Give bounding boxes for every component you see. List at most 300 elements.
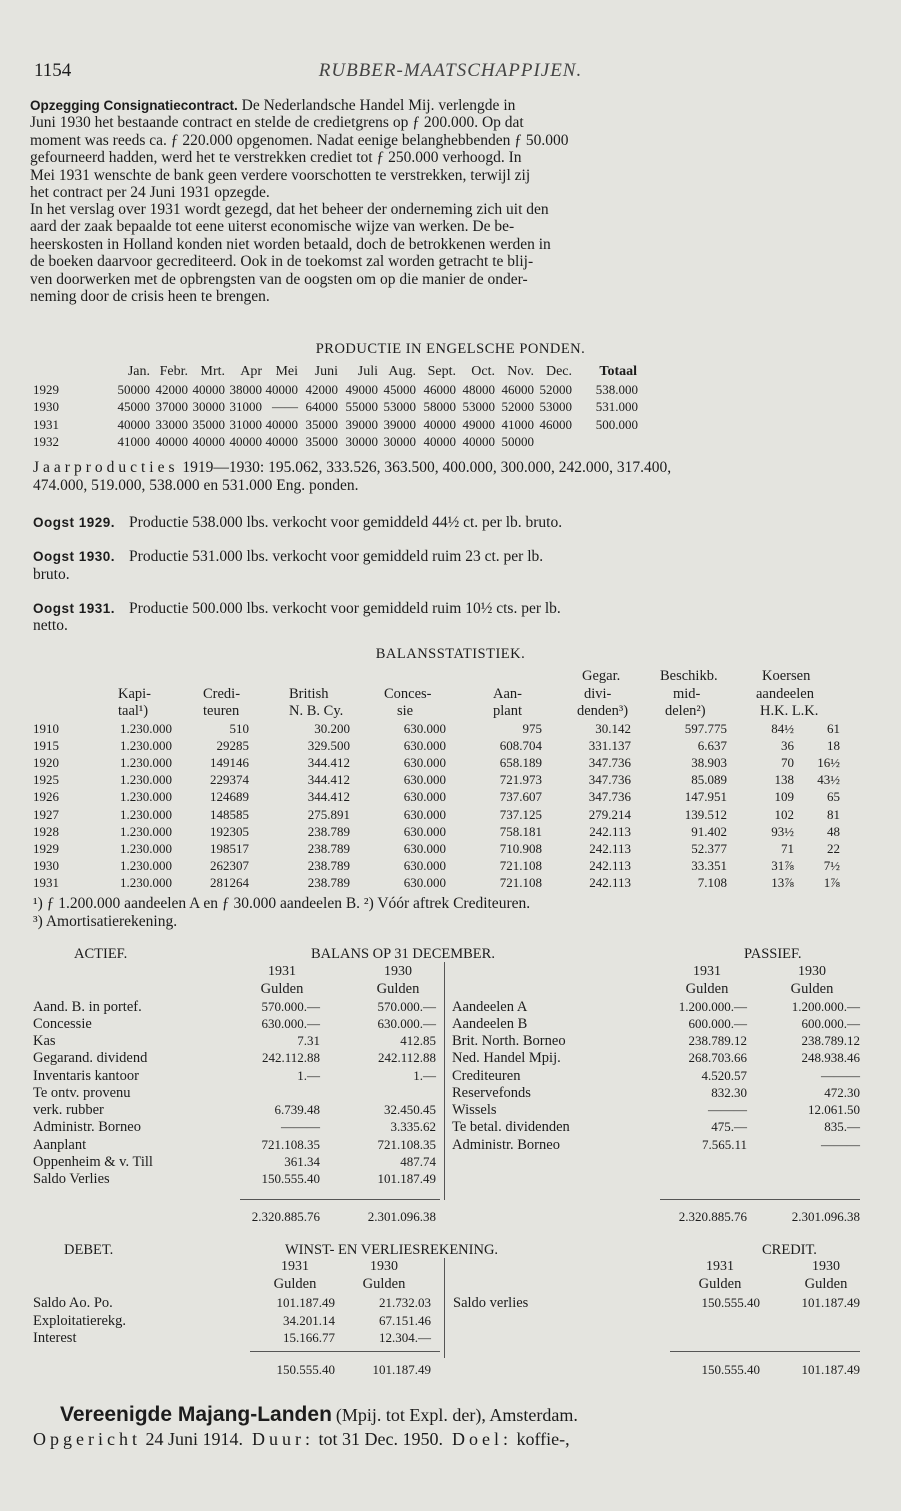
debet-label: Exploitatierekg. [33, 1313, 127, 1329]
production-total: 500.000 [595, 416, 638, 432]
debet-label: Saldo Ao. Po. [33, 1295, 113, 1311]
actief-1930: 242.112.88 [377, 1050, 436, 1065]
production-cell: 40000 [423, 433, 456, 449]
production-cell: 46000 [539, 416, 572, 432]
unit-header: Gulden [685, 981, 729, 997]
oogst-text: Productie 538.000 lbs. verkocht voor gemiddeld 44½ ct. per lb. bruto. [129, 514, 563, 531]
production-cell: 52000 [501, 399, 534, 415]
actief-1930: 487.74 [400, 1154, 436, 1169]
col-header: Gegar. [582, 668, 621, 684]
year-cell: 1927 [33, 806, 59, 822]
year-cell: 1926 [33, 789, 59, 805]
oogst-1931 [33, 600, 561, 617]
actief-label: Oppenheim & v. Till [33, 1154, 153, 1170]
year-header: 1930 [384, 964, 412, 979]
concessie-cell: 630.000 [403, 857, 446, 873]
passief-label: Te betal. dividenden [452, 1119, 570, 1135]
production-cell: 40000 [117, 416, 150, 432]
production-cell: 40000 [462, 433, 495, 449]
ledger-divider [444, 1258, 445, 1358]
intro-line: gefourneerd hadden, werd het te verstrekken crediet tot ƒ 250.000 verhoogd. In [30, 149, 522, 167]
oogst-label: Oogst 1929. [33, 515, 116, 530]
debet-total: 150.555.40 [276, 1362, 335, 1377]
concessie-cell: 630.000 [403, 874, 446, 890]
passief-1930: 472.30 [824, 1085, 860, 1100]
col-header: Kapi- [118, 686, 152, 702]
crediteuren-cell: 198517 [210, 840, 249, 856]
passief-1931: 238.789.12 [688, 1033, 747, 1048]
year-cell: 1930 [33, 857, 59, 873]
production-cell: 42000 [155, 382, 188, 397]
gegar-cell: 30.142 [595, 721, 631, 736]
gegar-cell: 242.113 [589, 874, 631, 890]
british-cell: 344.412 [307, 789, 350, 805]
doel-value: koffie-, [516, 1429, 570, 1449]
passief-label: Aandeelen A [452, 999, 528, 1015]
actief-1930: 630.000.— [377, 1016, 436, 1031]
concessie-cell: 630.000 [403, 840, 446, 856]
production-cell: 35000 [305, 416, 338, 432]
year-header: 1930 [812, 1259, 840, 1274]
lk-cell: 81 [827, 806, 840, 822]
kapitaal-cell: 1.230.000 [120, 857, 172, 873]
aanplant-cell: 975 [522, 721, 542, 736]
year-cell: 1929 [33, 382, 59, 397]
actief-total: 2.301.096.38 [367, 1209, 436, 1224]
balans-stat-title: BALANSSTATISTIEK. [375, 646, 526, 662]
year-header: 1931 [268, 964, 296, 979]
unit-header: Gulden [376, 981, 420, 997]
oogst-label: Oogst 1930. [33, 549, 116, 564]
concessie-cell: 630.000 [403, 755, 446, 771]
total-rule [660, 1199, 860, 1200]
credit-total: 101.187.49 [801, 1362, 860, 1377]
actief-1931: 570.000.— [261, 999, 320, 1014]
aanplant-cell: 721.108 [499, 857, 542, 873]
production-total: 531.000 [595, 399, 638, 415]
beschikb-cell: 38.903 [691, 755, 727, 771]
production-cell: 49000 [345, 382, 378, 397]
year-header: 1930 [370, 1259, 398, 1274]
production-cell: 38000 [229, 382, 262, 397]
month-header: Jan. [127, 364, 150, 379]
passief-label: Aandeelen B [452, 1016, 528, 1032]
production-cell: 46000 [501, 382, 534, 397]
aanplant-cell: 737.125 [499, 806, 542, 822]
jaarproducties [33, 459, 671, 476]
passief-1931: 600.000.— [688, 1016, 747, 1031]
kapitaal-cell: 1.230.000 [120, 823, 172, 839]
kapitaal-cell: 1.230.000 [120, 789, 172, 805]
passief-label: Wissels [452, 1102, 497, 1118]
jaarproducties-line: 474.000, 519.000, 538.000 en 531.000 Eng. ponden. [33, 477, 359, 494]
actief-label: Aand. B. in portef. [33, 999, 142, 1015]
beschikb-cell: 91.402 [691, 823, 727, 839]
debet-1931: 101.187.49 [276, 1295, 335, 1310]
duur-label: Duur: [252, 1429, 314, 1449]
production-cell: 41000 [501, 416, 534, 432]
doel-label: Doel: [451, 1429, 512, 1449]
debet-total: 101.187.49 [372, 1362, 431, 1377]
year-header: 1931 [281, 1259, 309, 1274]
report-line: ven doorwerken met de opbrengsten van de oogsten om op die manier de onder- [30, 270, 528, 288]
passief-label: Ned. Handel Mpij. [452, 1050, 561, 1066]
total-rule [250, 1351, 440, 1352]
year-header: 1930 [798, 964, 826, 979]
unit-header: Gulden [260, 981, 304, 997]
beschikb-cell: 52.377 [691, 840, 727, 856]
month-header: Sept. [427, 364, 456, 379]
production-cell: 37000 [155, 399, 188, 415]
duur-value: tot 31 Dec. 1950. [318, 1429, 443, 1449]
year-cell: 1929 [33, 840, 59, 856]
beschikb-cell: 6.637 [697, 738, 727, 754]
col-header: Aan- [493, 686, 522, 702]
aanplant-cell: 658.189 [499, 755, 542, 771]
aanplant-cell: 721.973 [499, 772, 542, 788]
passief-1930: 1.200.000.— [791, 999, 860, 1014]
col-header: denden³) [577, 703, 629, 719]
production-cell: 55000 [345, 399, 378, 415]
year-cell: 1930 [33, 399, 59, 415]
col-header: aandeelen [756, 686, 814, 702]
concessie-cell: 630.000 [403, 772, 446, 788]
passief-1931: 268.703.66 [688, 1050, 747, 1065]
actief-label: Kas [33, 1033, 56, 1049]
hk-cell: 102 [774, 806, 794, 822]
intro-line: het contract per 24 Juni 1931 opzegde. [30, 184, 270, 202]
kapitaal-cell: 1.230.000 [120, 738, 172, 754]
production-cell: 39000 [383, 416, 416, 432]
debet-1930: 67.151.46 [379, 1313, 431, 1328]
production-cell: 40000 [265, 416, 298, 432]
passief-1930: 248.938.46 [801, 1050, 860, 1065]
beschikb-cell: 7.108 [697, 874, 727, 890]
production-cell: 42000 [305, 382, 338, 397]
lk-cell: 48 [827, 823, 840, 839]
aanplant-cell: 758.181 [499, 823, 542, 839]
col-header: taal¹) [118, 703, 149, 719]
production-cell: 58000 [423, 399, 456, 415]
intro-paragraph [30, 97, 568, 201]
total-rule [240, 1199, 440, 1200]
oogst-text: Productie 531.000 lbs. verkocht voor gemiddeld ruim 23 ct. per lb. [129, 548, 544, 565]
col-header: plant [493, 703, 522, 719]
footnote: ¹) ƒ 1.200.000 aandeelen A en ƒ 30.000 aandeelen B. ²) Vóór aftrek Crediteuren. [33, 895, 531, 912]
production-cell: 30000 [345, 433, 378, 449]
oogst-cont: bruto. [33, 566, 70, 583]
lk-cell: 65 [827, 789, 840, 805]
passief-1931: 4.520.57 [701, 1068, 747, 1083]
actief-1931: 6.739.48 [274, 1102, 320, 1117]
british-cell: 30.200 [314, 721, 350, 736]
oogst-label: Oogst 1931. [33, 601, 116, 616]
concessie-cell: 630.000 [403, 789, 446, 805]
passief-total: 2.301.096.38 [791, 1209, 860, 1224]
actief-label: Inventaris kantoor [33, 1068, 139, 1084]
report-line: In het verslag over 1931 wordt gezegd, dat het beheer der onderneming zich uit den [30, 201, 549, 218]
year-cell: 1931 [33, 416, 59, 432]
report-line: neming door de crisis heen te brengen. [30, 288, 270, 306]
beschikb-cell: 139.512 [684, 806, 727, 822]
actief-1931: 361.34 [284, 1154, 320, 1169]
aanplant-cell: 710.908 [499, 840, 542, 856]
production-cell: 49000 [462, 416, 495, 432]
production-cell: 41000 [117, 433, 150, 449]
lk-cell: 22 [827, 840, 840, 856]
passief-1931: 832.30 [711, 1085, 747, 1100]
production-cell: 35000 [305, 433, 338, 449]
debet-1930: 21.732.03 [379, 1295, 431, 1310]
passief-1930: 12.061.50 [808, 1102, 860, 1117]
passief-title: PASSIEF. [744, 946, 802, 962]
actief-1931: 1.— [297, 1068, 320, 1083]
col-header: Conces- [384, 686, 432, 702]
hk-cell: 36 [781, 738, 794, 754]
actief-label: Saldo Verlies [33, 1171, 110, 1187]
production-cell: 52000 [539, 382, 572, 397]
credit-1931: 150.555.40 [701, 1295, 760, 1310]
intro-line: Mei 1931 wenschte de bank geen verdere voorschotten te verstrekken, terwijl zij [30, 166, 531, 184]
production-cell: 50000 [117, 382, 150, 397]
passief-1931: 7.565.11 [701, 1137, 747, 1152]
production-cell: 64000 [305, 399, 338, 415]
passief-1930: 600.000.— [801, 1016, 860, 1031]
report-line: aard der zaak bepaalde tot eene uiterst economische wijze van werken. De be- [30, 218, 515, 236]
passief-1931: 475.— [711, 1119, 747, 1134]
passief-label: Brit. North. Borneo [452, 1033, 566, 1049]
british-cell: 238.789 [307, 823, 350, 839]
col-header: N. B. Cy. [289, 703, 344, 719]
crediteuren-cell: 510 [229, 721, 249, 736]
gegar-cell: 242.113 [589, 840, 631, 856]
actief-label: Gegarand. dividend [33, 1050, 148, 1066]
month-header: Apr [240, 364, 262, 379]
actief-1931: ——— [281, 1119, 320, 1134]
concessie-cell: 630.000 [403, 721, 446, 736]
actief-1931: 721.108.35 [261, 1137, 320, 1152]
actief-label: Aanplant [33, 1137, 87, 1153]
actief-1930: 412.85 [400, 1033, 436, 1048]
gegar-cell: 331.137 [588, 738, 631, 754]
opgericht-value: 24 Juni 1914. [145, 1429, 243, 1449]
credit-label: Saldo verlies [453, 1295, 529, 1311]
concessie-cell: 630.000 [403, 823, 446, 839]
intro-line: De Nederlandsche Handel Mij. verlengde in [241, 97, 516, 114]
concessie-cell: 630.000 [403, 738, 446, 754]
lk-cell: 61 [827, 721, 840, 736]
oogst-1929 [33, 514, 562, 531]
beschikb-cell: 85.089 [691, 772, 727, 788]
ledger-divider [444, 962, 445, 1200]
production-cell: 31000 [229, 399, 262, 415]
col-header: Credi- [203, 686, 241, 702]
crediteuren-cell: 124689 [210, 789, 249, 805]
gegar-cell: 242.113 [589, 823, 631, 839]
actief-1930: 3.335.62 [390, 1119, 436, 1134]
col-header: divi- [584, 686, 612, 702]
gegar-cell: 347.736 [588, 755, 631, 771]
beschikb-cell: 33.351 [691, 857, 727, 873]
actief-label: verk. rubber [33, 1102, 104, 1118]
oogst-cont: netto. [33, 617, 68, 634]
production-cell: 40000 [265, 433, 298, 449]
credit-total: 150.555.40 [701, 1362, 760, 1377]
passief-1931: ——— [708, 1102, 747, 1117]
kapitaal-cell: 1.230.000 [120, 772, 172, 788]
debet-label: Interest [33, 1330, 77, 1346]
running-title: RUBBER-MAATSCHAPPIJEN. [318, 60, 583, 81]
col-header: H.K. L.K. [760, 703, 819, 719]
year-cell: 1910 [33, 721, 59, 736]
company-location: (Mpij. tot Expl. der), Amsterdam. [335, 1405, 578, 1425]
actief-1931: 242.112.88 [261, 1050, 320, 1065]
concessie-cell: 630.000 [403, 806, 446, 822]
actief-1930: 101.187.49 [377, 1171, 436, 1186]
actief-1930: 1.— [413, 1068, 436, 1083]
actief-total: 2.320.885.76 [251, 1209, 320, 1224]
actief-1930: 570.000.— [377, 999, 436, 1014]
actief-1931: 7.31 [297, 1033, 320, 1048]
month-header: Oct. [471, 364, 495, 379]
passief-label: Crediteuren [452, 1068, 521, 1084]
production-title: PRODUCTIE IN ENGELSCHE PONDEN. [315, 341, 586, 357]
credit-1930: 101.187.49 [801, 1295, 860, 1310]
production-cell: 35000 [192, 416, 225, 432]
production-cell: 48000 [462, 382, 495, 397]
kapitaal-cell: 1.230.000 [120, 755, 172, 771]
aanplant-cell: 737.607 [499, 789, 542, 805]
hk-cell: 109 [774, 789, 794, 805]
production-total: 538.000 [595, 382, 638, 397]
crediteuren-cell: 29285 [216, 738, 249, 754]
month-header: Mrt. [200, 364, 225, 379]
production-cell: —— [272, 399, 298, 415]
british-cell: 344.412 [307, 772, 350, 788]
british-cell: 238.789 [307, 874, 350, 890]
intro-line: moment was reeds ca. ƒ 220.000 opgenomen. Nadat eenige belanghebbenden ƒ 50.000 [30, 131, 569, 149]
gegar-cell: 242.113 [589, 857, 631, 873]
month-header: Dec. [545, 364, 572, 379]
page-number: 1154 [34, 60, 72, 81]
passief-1930: ——— [821, 1068, 860, 1083]
year-cell: 1920 [33, 755, 59, 771]
hk-cell: 138 [774, 772, 794, 788]
col-header: delen²) [665, 703, 706, 719]
hk-cell: 31⅞ [771, 857, 794, 873]
production-cell: 45000 [117, 399, 150, 415]
month-header: Nov. [507, 364, 534, 379]
hk-cell: 84½ [771, 721, 794, 736]
actief-label: Administr. Borneo [33, 1119, 141, 1135]
production-cell: 33000 [155, 416, 188, 432]
production-cell: 40000 [192, 433, 225, 449]
production-cell: 46000 [423, 382, 456, 397]
year-cell: 1925 [33, 772, 59, 788]
lk-cell: 1⅞ [823, 874, 840, 890]
aanplant-cell: 721.108 [499, 874, 542, 890]
british-cell: 238.789 [307, 840, 350, 856]
lk-cell: 16½ [817, 755, 840, 771]
report-line: heerskosten in Holland konden niet worden betaald, doch de betrokkenen werden in [30, 235, 551, 253]
oogst-1930 [33, 548, 543, 565]
kapitaal-cell: 1.230.000 [120, 806, 172, 822]
unit-header: Gulden [362, 1276, 406, 1292]
intro-lead: Opzegging Consignatiecontract. [30, 98, 238, 113]
crediteuren-cell: 262307 [210, 857, 249, 873]
beschikb-cell: 147.951 [684, 789, 727, 805]
opgericht-label: Opgericht [33, 1429, 141, 1449]
intro-line: Juni 1930 het bestaande contract en stelde de credietgrens op ƒ 200.000. Op dat [30, 114, 524, 132]
beschikb-cell: 597.775 [684, 721, 727, 736]
production-cell: 40000 [423, 416, 456, 432]
crediteuren-cell: 281264 [210, 874, 249, 890]
production-cell: 40000 [192, 382, 225, 397]
debet-1931: 34.201.14 [283, 1313, 335, 1328]
production-cell: 40000 [265, 382, 298, 397]
balans-title: BALANS OP 31 DECEMBER. [311, 946, 495, 962]
gegar-cell: 347.736 [588, 772, 631, 788]
unit-header: Gulden [698, 1276, 742, 1292]
gegar-cell: 279.214 [588, 806, 631, 822]
crediteuren-cell: 192305 [210, 823, 249, 839]
production-cell: 53000 [383, 399, 416, 415]
actief-1930: 721.108.35 [377, 1137, 436, 1152]
gegar-cell: 347.736 [588, 789, 631, 805]
kapitaal-cell: 1.230.000 [120, 874, 172, 890]
year-header: 1931 [706, 1259, 734, 1274]
kapitaal-cell: 1.230.000 [120, 721, 172, 736]
unit-header: Gulden [790, 981, 834, 997]
unit-header: Gulden [273, 1276, 317, 1292]
production-cell: 53000 [462, 399, 495, 415]
debet-1931: 15.166.77 [283, 1330, 335, 1345]
total-rule [670, 1351, 860, 1352]
british-cell: 275.891 [307, 806, 350, 822]
production-cell: 30000 [383, 433, 416, 449]
lk-cell: 18 [827, 738, 840, 754]
winst-title: WINST- EN VERLIESREKENING. [285, 1242, 499, 1258]
production-cell: 45000 [383, 382, 416, 397]
passief-1931: 1.200.000.— [678, 999, 747, 1014]
col-header: mid- [673, 686, 701, 702]
col-header: British [289, 686, 329, 702]
hk-cell: 13⅞ [771, 874, 794, 890]
year-cell: 1915 [33, 738, 59, 754]
passief-label: Reservefonds [452, 1085, 531, 1101]
year-cell: 1928 [33, 823, 59, 839]
month-header: Aug. [388, 364, 416, 379]
actief-1931: 630.000.— [261, 1016, 320, 1031]
british-cell: 238.789 [307, 857, 350, 873]
footnote: ³) Amortisatierekening. [33, 913, 178, 930]
production-cell: 40000 [155, 433, 188, 449]
passief-1930: ——— [821, 1137, 860, 1152]
lk-cell: 43½ [817, 772, 840, 788]
actief-label: Concessie [33, 1016, 92, 1032]
total-header: Totaal [599, 364, 637, 379]
production-cell: 39000 [345, 416, 378, 432]
month-header: Febr. [159, 364, 188, 379]
month-header: Juli [357, 364, 378, 379]
year-cell: 1932 [33, 433, 59, 449]
hk-cell: 93½ [771, 823, 794, 839]
col-header: Beschikb. [660, 668, 718, 684]
passief-total: 2.320.885.76 [678, 1209, 747, 1224]
debet-title: DEBET. [64, 1242, 114, 1258]
actief-1931: 150.555.40 [261, 1171, 320, 1186]
hk-cell: 70 [781, 755, 794, 771]
